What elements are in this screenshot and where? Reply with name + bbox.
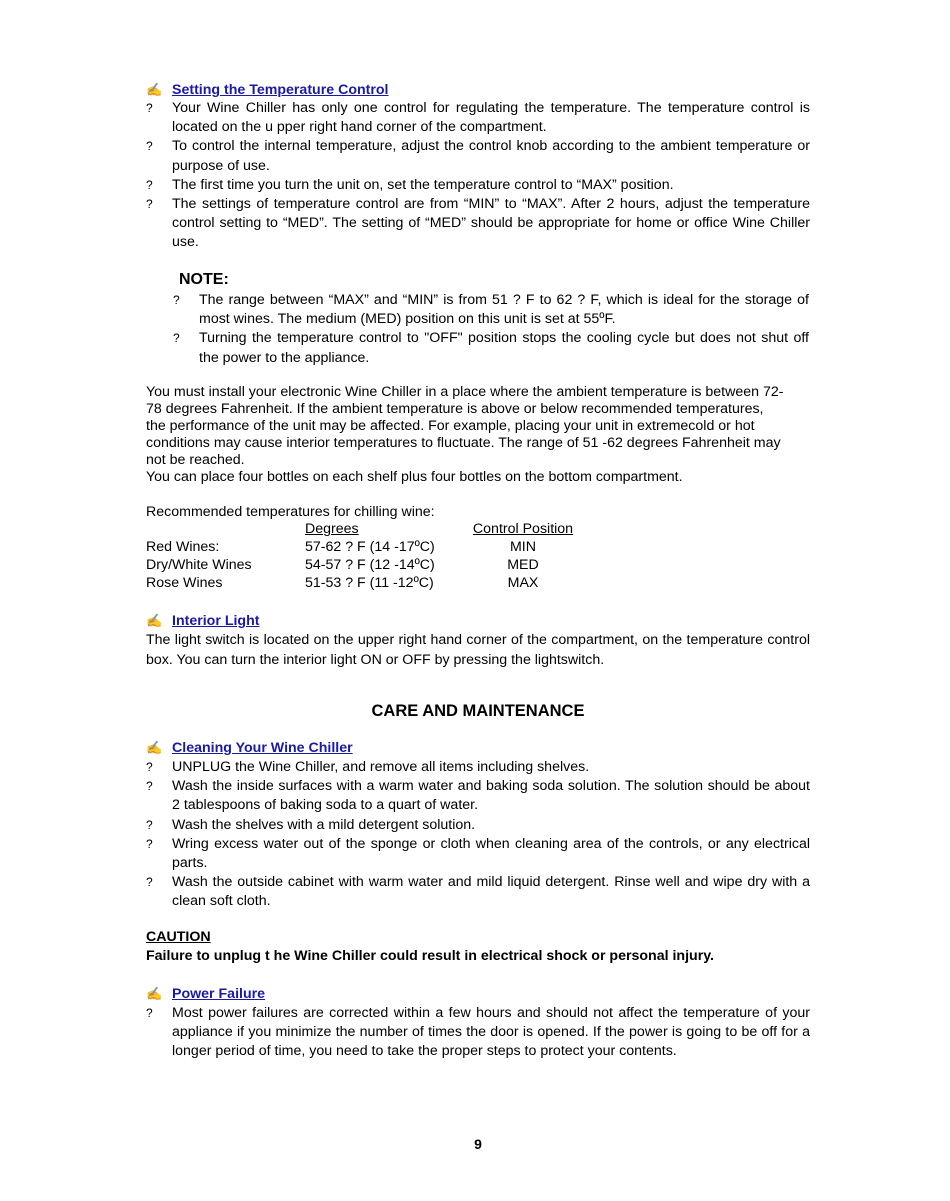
note-title: NOTE: xyxy=(179,271,229,288)
bullet-icon: ? xyxy=(146,177,153,192)
bullet-icon: ? xyxy=(146,836,153,851)
bullet-icon: ? xyxy=(146,875,153,890)
care-maintenance-title: CARE AND MAINTENANCE xyxy=(371,702,585,720)
caution-title: CAUTION xyxy=(146,929,211,945)
list-item: ? Wash the shelves with a mild detergent solution. xyxy=(146,816,810,835)
list-item: ? The settings of temperature control are from “MIN” to “MAX”. After 2 hours, adjust the temperature control setting to “MED”. The setting of “MED” should be appropriate for home or office Wine Chiller use. xyxy=(146,196,810,251)
table-row: Red Wines: 57-62 ? F (14 -17ºC) MIN xyxy=(146,539,536,555)
list-item: ? Wring excess water out of the sponge or cloth when cleaning area of the controls, or any electrical parts. xyxy=(146,835,810,872)
power-failure-title: Power Failure xyxy=(172,986,266,1002)
writing-hand-icon: ✍ xyxy=(146,82,163,97)
install-paragraph: You must install your electronic Wine Chiller in a place where the ambient temperature is between 72- 78 degrees Fahrenheit. If the ambient temperature is above or below recommended temperatures, the performance of the unit may be affected. For example, placing your unit in extremecold or hot conditions may cause interior temperatures to fluctuate. The range of 51 -62 degrees Fahrenheit may not be reached. You can place four bottles on each shelf plus four bottles on the bottom compartment. xyxy=(146,384,784,485)
recommended-intro: Recommended temperatures for chilling wine: xyxy=(146,504,435,520)
bullet-icon: ? xyxy=(146,760,153,774)
interior-light-text: The light switch is located on the upper right hand corner of the compartment, on the temperature control box. You can turn the interior light ON or OFF by pressing the lightswitch. xyxy=(146,632,810,668)
interior-light-title: Interior Light xyxy=(172,613,260,629)
bullet-icon: ? xyxy=(146,817,153,832)
bullet-icon: ? xyxy=(146,139,153,154)
list-item: ? The range between “MAX” and “MIN” is from 51 ? F to 62 ? F, which is ideal for the storage of most wines. The medium (MED) position on this unit is set at 55ºF. xyxy=(173,292,809,328)
caution-text: Failure to unplug t he Wine Chiller could result in electrical shock or personal injury. xyxy=(146,948,714,964)
list-item: ? To control the internal temperature, adjust the control knob according to the ambient temperature or purpose of use. xyxy=(146,138,810,174)
table-header-row xyxy=(146,520,646,538)
list-item: ? The first time you turn the unit on, set the temperature control to “MAX” position. xyxy=(146,176,810,195)
list-item: ? Wash the outside cabinet with warm water and mild liquid detergent. Rinse well and wipe dry with a clean soft cloth. xyxy=(146,874,810,910)
power-failure-heading xyxy=(146,985,265,1003)
note-list xyxy=(173,291,809,368)
temperature-control-list xyxy=(146,99,810,253)
list-item: ? Your Wine Chiller has only one control for regulating the temperature. The temperature control is located on the u pper right hand corner of the compartment. xyxy=(146,100,810,136)
temperature-control-title: Setting the Temperature Control xyxy=(172,82,389,98)
bullet-icon: ? xyxy=(146,101,153,115)
list-item: ? Most power failures are corrected within a few hours and should not affect the temperature of your appliance if you minimize the number of times the door is opened. If the power is going to be off for a longer period of time, you need to take the proper steps to protect your contents. xyxy=(146,1005,810,1060)
writing-hand-icon: ✍ xyxy=(146,986,163,1001)
control-position-header: Control Position xyxy=(472,521,574,537)
table-row: Rose Wines 51-53 ? F (11 -12ºC) MAX xyxy=(146,575,539,591)
recommended-table xyxy=(146,520,646,592)
cleaning-title: Cleaning Your Wine Chiller xyxy=(172,740,353,756)
table-row: Dry/White Wines 54-57 ? F (12 -14ºC) MED xyxy=(146,557,539,573)
bullet-icon: ? xyxy=(173,331,180,346)
cleaning-heading xyxy=(146,739,353,757)
writing-hand-icon: ✍ xyxy=(146,613,163,628)
caution-block xyxy=(146,928,846,966)
page-number: 9 xyxy=(474,1136,482,1152)
list-item: ? Turning the temperature control to "OFF" position stops the cooling cycle but does not shut off the power to the appliance. xyxy=(173,330,809,366)
interior-light-heading xyxy=(146,612,259,630)
bullet-icon: ? xyxy=(146,779,153,794)
list-item: ? UNPLUG the Wine Chiller, and remove all items including shelves. xyxy=(146,758,810,777)
temperature-control-heading xyxy=(146,81,389,99)
cleaning-list xyxy=(146,758,810,912)
degrees-header: Degrees xyxy=(305,521,359,537)
power-failure-list xyxy=(146,1004,810,1062)
bullet-icon: ? xyxy=(146,1006,153,1020)
writing-hand-icon: ✍ xyxy=(146,740,163,755)
list-item: ? Wash the inside surfaces with a warm water and baking soda solution. The solution should be about 2 tablespoons of baking soda to a quart of water. xyxy=(146,778,810,814)
bullet-icon: ? xyxy=(173,293,180,307)
bullet-icon: ? xyxy=(146,197,153,212)
